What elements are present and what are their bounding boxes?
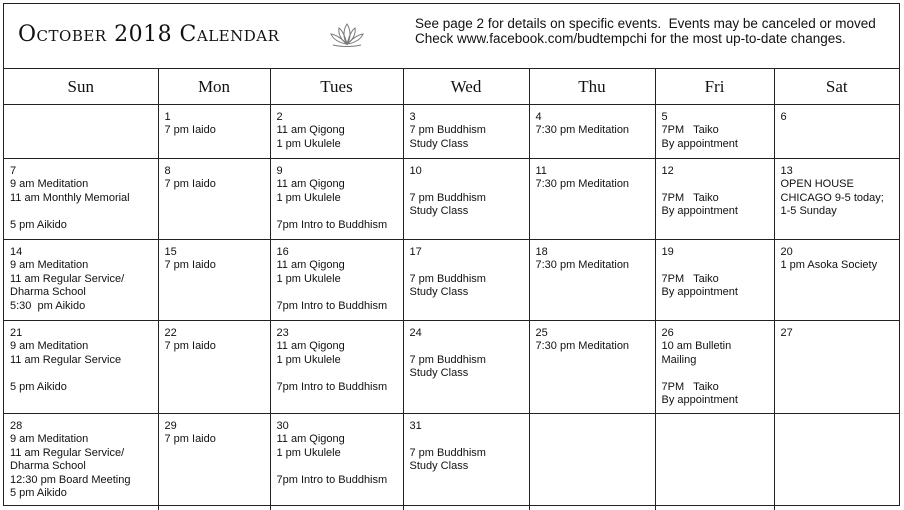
day-events: 7 pm Buddhism Study Class: [409, 353, 486, 380]
week-row: [4, 159, 899, 240]
day-number: 6: [780, 111, 787, 123]
weekday-header-row: [4, 69, 899, 105]
day-cell: [774, 240, 899, 321]
calendar-grid: [4, 68, 899, 510]
day-cell: [158, 240, 270, 321]
day-events: 11 am Qigong 1 pm Ukulele 7pm Intro to Buddhism: [276, 178, 388, 231]
week-row: [4, 321, 899, 414]
day-cell: [4, 321, 158, 414]
day-cell: [774, 321, 899, 414]
day-number: 28: [10, 420, 23, 432]
day-events: 11 am Qigong 1 pm Ukulele 7pm Intro to Buddhism: [276, 340, 388, 393]
day-number: 1: [164, 111, 171, 123]
day-number: 20: [780, 246, 793, 258]
day-number: 26: [661, 327, 674, 339]
day-number: 5: [661, 111, 668, 123]
day-cell: [403, 414, 529, 510]
day-cell: [270, 159, 403, 240]
day-number: 10: [409, 165, 422, 177]
day-number: 8: [164, 165, 171, 177]
week-row: [4, 414, 899, 510]
day-cell: [403, 240, 529, 321]
day-number: 12: [661, 165, 674, 177]
day-number: 4: [535, 111, 542, 123]
weekday-header: Sat: [774, 69, 899, 105]
day-cell: [4, 159, 158, 240]
day-number: 2: [276, 111, 283, 123]
day-events: 11 am Qigong 1 pm Ukulele 7pm Intro to Buddhism: [276, 433, 388, 486]
weekday-header: Fri: [655, 69, 774, 105]
day-cell: [4, 105, 158, 159]
calendar-title: October 2018 Calendar: [18, 22, 280, 47]
header-note: See page 2 for details on specific events. Events may be canceled or moved Check www.facebook.com/budtempchi for the most up-to-date changes.: [415, 16, 876, 46]
day-number: 25: [535, 327, 548, 339]
day-number: 9: [276, 165, 283, 177]
day-cell: [774, 414, 899, 510]
day-events: 9 am Meditation 11 am Regular Service 5 pm Aikido: [10, 340, 122, 393]
day-cell: [774, 105, 899, 159]
day-cell: [4, 414, 158, 510]
day-cell: [270, 414, 403, 510]
day-number: 11: [535, 165, 547, 177]
day-number: 23: [276, 327, 289, 339]
day-cell: [270, 240, 403, 321]
day-cell: [529, 321, 655, 414]
day-number: 22: [164, 327, 177, 339]
day-number: 21: [10, 327, 23, 339]
day-cell: [158, 105, 270, 159]
day-number: 31: [409, 420, 422, 432]
day-number: 18: [535, 246, 548, 258]
day-events: 7PM Taiko By appointment: [661, 272, 738, 299]
day-events: 11 am Qigong 1 pm Ukulele 7pm Intro to Buddhism: [276, 259, 388, 312]
day-number: 19: [661, 246, 674, 258]
day-events: 7PM Taiko By appointment: [661, 124, 738, 150]
lotus-icon: [327, 20, 367, 48]
day-cell: [403, 321, 529, 414]
day-events: 7 pm Iaido: [164, 259, 216, 272]
day-cell: [270, 321, 403, 414]
day-events: 7 pm Buddhism Study Class: [409, 124, 486, 150]
day-number: 17: [409, 246, 422, 258]
day-events: 7 pm Buddhism Study Class: [409, 191, 486, 218]
day-cell: [529, 105, 655, 159]
day-number: 30: [276, 420, 289, 432]
day-number: 15: [164, 246, 177, 258]
day-events: 7:30 pm Meditation: [535, 178, 630, 191]
day-events: 7 pm Iaido: [164, 433, 216, 446]
day-events: 7PM Taiko By appointment: [661, 191, 738, 218]
day-number: 7: [10, 165, 17, 177]
day-events: 1 pm Asoka Society: [780, 259, 878, 272]
calendar-header: [4, 4, 899, 69]
day-number: 27: [780, 327, 793, 339]
day-events: OPEN HOUSE CHICAGO 9-5 today; 1-5 Sunday: [780, 178, 884, 218]
day-events: 7 pm Buddhism Study Class: [409, 272, 486, 299]
day-events: 11 am Qigong 1 pm Ukulele: [276, 124, 345, 150]
day-cell: [158, 159, 270, 240]
day-cell: [529, 414, 655, 510]
weekday-header: Thu: [529, 69, 655, 105]
day-cell: [529, 159, 655, 240]
day-number: 3: [409, 111, 416, 123]
day-cell: [270, 105, 403, 159]
day-events: 7 pm Buddhism Study Class: [409, 446, 486, 473]
day-cell: [655, 159, 774, 240]
day-events: 9 am Meditation 11 am Monthly Memorial 5 pm Aikido: [10, 178, 130, 231]
weekday-header: Sun: [4, 69, 158, 105]
week-row: [4, 240, 899, 321]
day-number: 29: [164, 420, 177, 432]
day-cell: [403, 159, 529, 240]
day-events: 7 pm Iaido: [164, 124, 216, 137]
day-cell: [774, 159, 899, 240]
day-number: 13: [780, 165, 793, 177]
day-cell: [158, 321, 270, 414]
day-cell: [158, 414, 270, 510]
day-cell: [655, 105, 774, 159]
day-number: 14: [10, 246, 23, 258]
week-row: [4, 105, 899, 159]
day-events: 7 pm Iaido: [164, 178, 216, 191]
day-events: 9 am Meditation 11 am Regular Service/ Dharma School 5:30 pm Aikido: [10, 259, 125, 312]
day-events: 9 am Meditation 11 am Regular Service/ Dharma School 12:30 pm Board Meeting 5 pm Aikido: [10, 433, 131, 500]
calendar-page: [3, 3, 900, 506]
day-cell: [403, 105, 529, 159]
day-events: 7:30 pm Meditation: [535, 259, 630, 272]
day-events: 10 am Bulletin Mailing 7PM Taiko By appointment: [661, 340, 738, 407]
day-cell: [529, 240, 655, 321]
weekday-header: Tues: [270, 69, 403, 105]
day-number: 16: [276, 246, 289, 258]
day-events: 7:30 pm Meditation: [535, 124, 630, 137]
day-cell: [4, 240, 158, 321]
day-events: 7:30 pm Meditation: [535, 340, 630, 353]
weekday-header: Wed: [403, 69, 529, 105]
day-number: 24: [409, 327, 422, 339]
weekday-header: Mon: [158, 69, 270, 105]
day-cell: [655, 321, 774, 414]
day-cell: [655, 414, 774, 510]
day-cell: [655, 240, 774, 321]
day-events: 7 pm Iaido: [164, 340, 216, 353]
